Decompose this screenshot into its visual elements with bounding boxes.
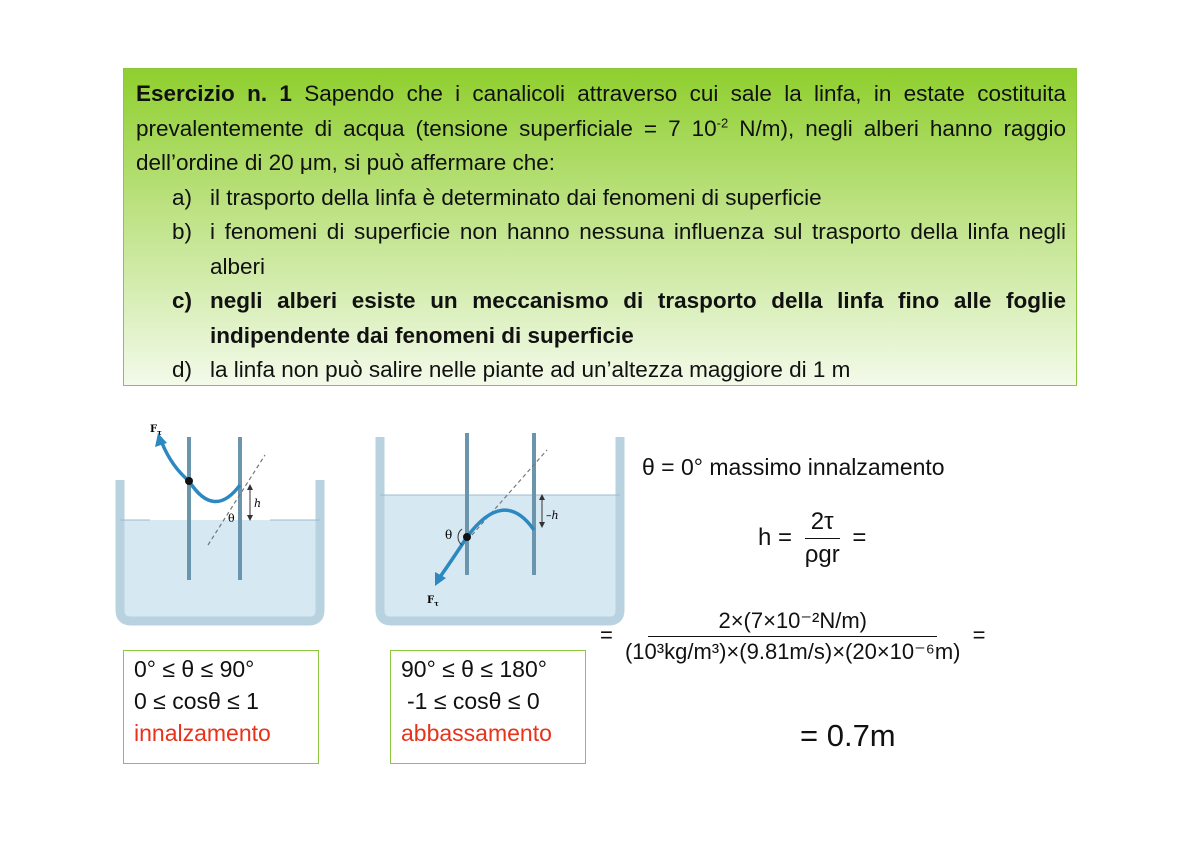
option-a-label: a) xyxy=(172,184,193,210)
force-label-fall-sub: τ xyxy=(434,599,439,608)
height-formula-fraction xyxy=(799,508,846,569)
height-arrowhead-top-rise xyxy=(247,484,253,490)
force-label-rise-sub: τ xyxy=(157,428,162,437)
exercise-title: Esercizio n. 1 xyxy=(136,81,292,106)
height-formula-numerator: 2τ xyxy=(805,508,840,539)
height-formula-equals: = xyxy=(852,523,867,551)
height-formula-denominator: ρgr xyxy=(804,541,840,568)
caption-rise-line3: innalzamento xyxy=(134,720,271,746)
exercise-intro-text-2: N/m), negli alberi hanno raggio dell’ordine di 20 μm, si può affermare che: xyxy=(136,115,1066,175)
contact-point-fall xyxy=(463,533,471,541)
force-label-rise xyxy=(150,424,162,437)
exercise-intro-exponent: -2 xyxy=(716,115,729,130)
result: = 0.7m xyxy=(800,718,896,753)
theta-line: θ = 0° massimo innalzamento xyxy=(642,454,945,480)
exercise-intro-text-1: Sapendo che i canalicoli attraverso cui sale la linfa, in estate costituita prevalentemente di acqua (tensione superficiale = 7 10 xyxy=(136,81,1066,141)
water-rise xyxy=(120,520,320,617)
height-formula-lhs: h = xyxy=(758,523,793,551)
option-a xyxy=(172,181,1066,216)
exercise-box xyxy=(123,68,1077,386)
calc-equals-right: = xyxy=(972,622,986,648)
caption-rise-box xyxy=(123,650,319,764)
option-b xyxy=(172,215,1066,284)
option-c-text: negli alberi esiste un meccanismo di trasporto della linfa fino alle foglie indipendente dai fenomeni di superficie xyxy=(210,288,1066,348)
capillary-rise-diagram xyxy=(110,415,335,630)
caption-fall-line1: 90° ≤ θ ≤ 180° xyxy=(401,656,547,682)
option-d xyxy=(172,353,1066,388)
angle-label-rise: θ xyxy=(228,512,235,525)
option-b-text: i fenomeni di superficie non hanno nessuna influenza sul trasporto della linfa negli alberi xyxy=(210,219,1066,279)
meniscus-rise xyxy=(189,481,240,502)
caption-rise-line1: 0° ≤ θ ≤ 90° xyxy=(134,656,255,682)
height-label-rise: h xyxy=(254,497,262,510)
option-a-text: il trasporto della linfa è determinato dai fenomeni di superficie xyxy=(210,184,822,210)
force-label-rise-main: F xyxy=(150,424,158,435)
option-d-label: d) xyxy=(172,357,193,382)
option-c-correct xyxy=(172,284,1066,353)
calc-denominator: (10³kg/m³)×(9.81m/s)×(20×10⁻⁶m) xyxy=(624,639,961,664)
capillary-fall-diagram xyxy=(372,415,627,630)
calc-fraction xyxy=(619,608,967,665)
caption-fall-line3: abbassamento xyxy=(401,720,552,746)
calc-numerator: 2×(7×10⁻²N/m) xyxy=(648,608,937,637)
force-arrow-rise xyxy=(162,443,189,481)
water-fall xyxy=(380,495,620,617)
angle-label-fall: θ xyxy=(445,528,453,542)
option-b-label: b) xyxy=(172,219,193,244)
option-c-label: c) xyxy=(172,288,193,313)
force-label-fall-main: F xyxy=(427,595,435,606)
caption-fall-box xyxy=(390,650,586,764)
calculation-formula xyxy=(600,608,985,665)
contact-point-rise xyxy=(185,477,193,485)
exercise-intro xyxy=(136,77,1066,181)
calc-equals-left: = xyxy=(600,622,613,648)
caption-fall-line2: -1 ≤ cosθ ≤ 0 xyxy=(407,688,540,714)
height-formula xyxy=(758,508,866,569)
caption-rise-line2: 0 ≤ cosθ ≤ 1 xyxy=(134,688,259,714)
option-d-text: la linfa non può salire nelle piante ad un’altezza maggiore di 1 m xyxy=(210,357,851,382)
height-label-fall: –h xyxy=(546,509,559,522)
